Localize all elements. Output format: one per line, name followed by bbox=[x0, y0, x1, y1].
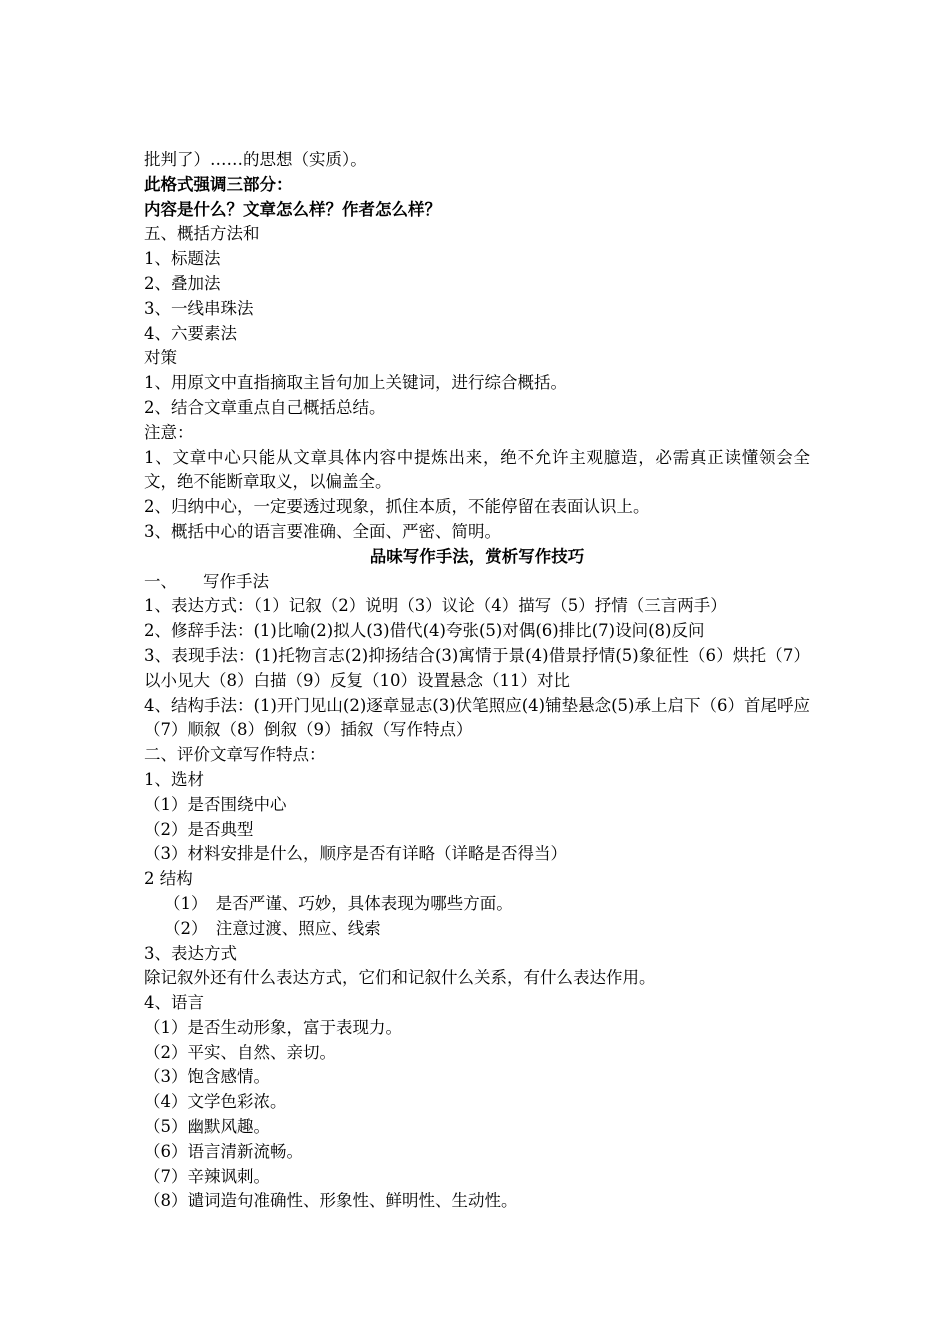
text-line: 注意： bbox=[144, 422, 194, 442]
list-item: 3、表现手法：(1)托物言志(2)抑扬结合(3)寓情于景(4)借景抒情(5)象征性（6）烘托（7）以小见大（8）白描（9）反复（10）设置悬念（11）对比 bbox=[144, 645, 810, 690]
list-item: （2）是否典型 bbox=[144, 819, 254, 839]
section-heading: 五、概括方法和 bbox=[144, 224, 260, 244]
list-item: 1、选材 bbox=[144, 769, 204, 789]
list-item: （5）幽默风趣。 bbox=[144, 1117, 270, 1137]
text-line: 除记叙外还有什么表达方式，它们和记叙什么关系，有什么表达作用。 bbox=[144, 968, 656, 988]
bold-line: 内容是什么？文章怎么样？作者怎么样？ bbox=[144, 199, 441, 219]
list-item: 2、结合文章重点自己概括总结。 bbox=[144, 397, 386, 417]
section-number: 一、 bbox=[144, 571, 177, 591]
list-item: （2）平实、自然、亲切。 bbox=[144, 1042, 336, 1062]
list-item: 4、结构手法：(1)开门见山(2)逐章显志(3)伏笔照应(4)铺垫悬念(5)承上启下（6）首尾呼应（7）顺叙（8）倒叙（9）插叙（写作特点） bbox=[144, 695, 810, 740]
list-item: （6）语言清新流畅。 bbox=[144, 1141, 303, 1161]
section-heading: 二、评价文章写作特点： bbox=[144, 745, 326, 765]
section-heading bbox=[144, 570, 810, 595]
list-item: 2、归纳中心，一定要透过现象，抓住本质，不能停留在表面认识上。 bbox=[144, 497, 650, 517]
list-item: 3、一线串珠法 bbox=[144, 298, 254, 318]
list-item: 1、标题法 bbox=[144, 249, 221, 269]
list-item: 3、表达方式 bbox=[144, 943, 237, 963]
list-item: 4、六要素法 bbox=[144, 323, 237, 343]
document-page bbox=[144, 148, 810, 1214]
list-item: （1）是否围绕中心 bbox=[144, 794, 287, 814]
list-item: 4、语言 bbox=[144, 993, 204, 1013]
list-item: （3）材料安排是什么，顺序是否有详略（详略是否得当） bbox=[144, 844, 567, 864]
list-item: （4）文学色彩浓。 bbox=[144, 1092, 287, 1112]
list-item: （2） 注意过渡、照应、线索 bbox=[164, 918, 381, 938]
text-line: 批判了）……的思想（实质）。 bbox=[144, 150, 367, 169]
list-item: （8）谴词造句准确性、形象性、鲜明性、生动性。 bbox=[144, 1191, 518, 1211]
list-item: 2、叠加法 bbox=[144, 273, 221, 293]
list-item: 2、修辞手法：(1)比喻(2)拟人(3)借代(4)夸张(5)对偶(6)排比(7)设问(8)反问 bbox=[144, 621, 705, 641]
bold-line: 此格式强调三部分： bbox=[144, 174, 293, 194]
list-item: （7）辛辣讽刺。 bbox=[144, 1166, 270, 1186]
list-item: （3）饱含感情。 bbox=[144, 1067, 270, 1087]
list-item: 1、文章中心只能从文章具体内容中提炼出来，绝不允许主观臆造，必需真正读懂领会全文，绝不能断章取义，以偏盖全。 bbox=[144, 447, 810, 492]
list-item: 1、用原文中直指摘取主旨句加上关键词，进行综合概括。 bbox=[144, 373, 567, 393]
list-item: 2 结构 bbox=[144, 869, 193, 889]
text-line: 对策 bbox=[144, 348, 177, 368]
list-item: （1） 是否严谨、巧妙，具体表现为哪些方面。 bbox=[164, 893, 513, 913]
section-title: 品味写作手法，赏析写作技巧 bbox=[369, 546, 585, 566]
list-item: 3、概括中心的语言要准确、全面、严密、简明。 bbox=[144, 521, 501, 541]
list-item: 1、表达方式：（1）记叙（2）说明（3）议论（4）描写（5）抒情（三言两手） bbox=[144, 596, 727, 616]
list-item: （1）是否生动形象，富于表现力。 bbox=[144, 1017, 402, 1037]
section-label: 写作手法 bbox=[203, 571, 269, 591]
